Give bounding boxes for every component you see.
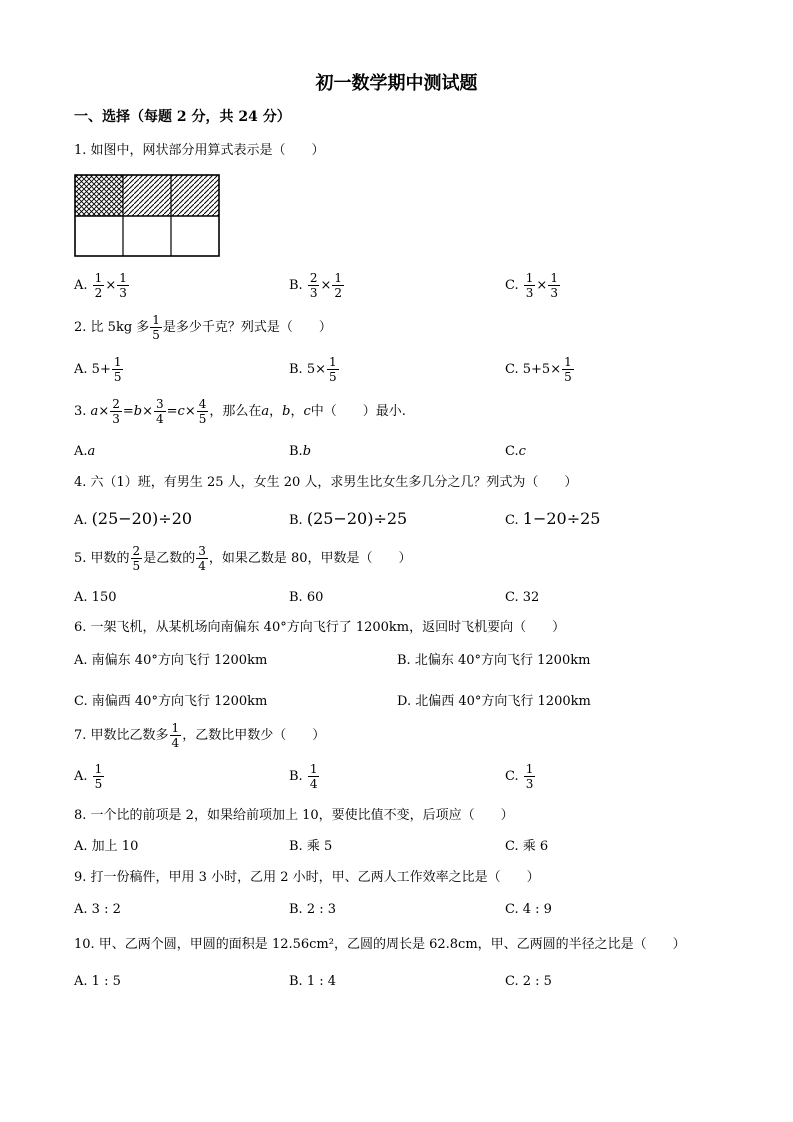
question-6-option-a[interactable]: A. 南偏东 40°方向飞行 1200km	[74, 653, 268, 668]
question-6-option-d[interactable]: D. 北偏西 40°方向飞行 1200km	[397, 694, 591, 709]
question-5-option-c[interactable]: C. 32	[505, 590, 540, 605]
question-4-stem: 4. 六（1）班，有男生 25 人，女生 20 人，求男生比女生多几分之几？列式为（ ）	[74, 475, 578, 490]
question-9-option-a[interactable]: A. 3 : 2	[74, 902, 121, 917]
question-6-stem: 6. 一架飞机，从某机场向南偏东 40°方向飞行了 1200km，返回时飞机要向（ ）	[74, 620, 566, 635]
question-2-option-b[interactable]: B. 5× $\frac{1}{5}$	[289, 355, 337, 384]
question-2-option-a[interactable]: A. 5+ $\frac{1}{5}$	[74, 355, 122, 384]
question-6-option-c[interactable]: C. 南偏西 40°方向飞行 1200km	[74, 694, 268, 709]
question-1-option-a[interactable]: A. $\frac{1}{2}$ × $\frac{1}{3}$	[74, 271, 127, 300]
question-5-stem: 5. 甲数的 $\frac{2}{5}$ 是乙数的 $\frac{3}{4}$ ，如果乙数是 80，甲数是（ ）	[74, 544, 412, 573]
question-5-option-b[interactable]: B. 60	[289, 590, 324, 605]
question-2-option-c[interactable]: C. 5+5× $\frac{1}{5}$	[505, 355, 572, 384]
question-1-stem: 1. 如图中，网状部分用算式表示是（ ）	[74, 143, 325, 158]
question-8-option-a[interactable]: A. 加上 10	[74, 839, 139, 854]
question-7-option-a[interactable]: A. $\frac{1}{5}$	[74, 762, 103, 791]
question-6-option-b[interactable]: B. 北偏东 40°方向飞行 1200km	[397, 653, 591, 668]
question-8-option-c[interactable]: C. 乘 6	[505, 839, 549, 854]
question-9-option-b[interactable]: B. 2 : 3	[289, 902, 337, 917]
page-title: 初一数学期中测试题	[315, 73, 478, 94]
question-9-option-c[interactable]: C. 4 : 9	[505, 902, 552, 917]
question-4-option-c[interactable]: C. 1−20÷25	[505, 509, 601, 528]
question-1-option-b[interactable]: B. $\frac{2}{3}$ × $\frac{1}{2}$	[289, 271, 343, 300]
grid-figure	[74, 174, 220, 257]
question-7-stem: 7. 甲数比乙数多 $\frac{1}{4}$ ，乙数比甲数少（ ）	[74, 721, 326, 750]
question-3-option-c[interactable]: C.c	[505, 444, 526, 459]
question-1-option-c[interactable]: C. $\frac{1}{3}$ × $\frac{1}{3}$	[505, 271, 558, 300]
question-4-option-a[interactable]: A. (25−20)÷20	[74, 509, 193, 528]
question-8-option-b[interactable]: B. 乘 5	[289, 839, 333, 854]
grid-cell-crosshatch	[75, 175, 123, 216]
question-3-stem: 3. a× $\frac{2}{3}$ =b× $\frac{3}{4}$ =c× $\frac{4}{5}$ ，那么在a，b，c中（ ）最小.	[74, 397, 406, 426]
question-10-option-c[interactable]: C. 2 : 5	[505, 974, 552, 989]
question-9-stem: 9. 打一份稿件，甲用 3 小时，乙用 2 小时，甲、乙两人工作效率之比是（ ）	[74, 870, 540, 885]
question-10-stem: 10. 甲、乙两个圆，甲圆的面积是 12.56cm²，乙圆的周长是 62.8cm，甲、乙两圆的半径之比是（ ）	[74, 937, 686, 952]
question-10-option-b[interactable]: B. 1 : 4	[289, 974, 337, 989]
question-3-option-b[interactable]: B.b	[289, 444, 312, 459]
question-2-stem: 2. 比 5kg 多 $\frac{1}{5}$ 是多少千克？列式是（ ）	[74, 313, 332, 342]
question-8-stem: 8. 一个比的前项是 2，如果给前项加上 10，要使比值不变，后项应（ ）	[74, 808, 514, 823]
question-7-option-b[interactable]: B. $\frac{1}{4}$	[289, 762, 318, 791]
grid-cell-hatched	[123, 175, 171, 216]
grid-cell-hatched	[171, 175, 219, 216]
section-heading: 一、选择（每题 2 分，共 24 分）	[74, 109, 291, 125]
question-4-option-b[interactable]: B. (25−20)÷25	[289, 509, 408, 528]
question-5-option-a[interactable]: A. 150	[74, 590, 117, 605]
question-3-option-a[interactable]: A.a	[74, 444, 96, 459]
question-7-option-c[interactable]: C. $\frac{1}{3}$	[505, 762, 534, 791]
question-10-option-a[interactable]: A. 1 : 5	[74, 974, 121, 989]
